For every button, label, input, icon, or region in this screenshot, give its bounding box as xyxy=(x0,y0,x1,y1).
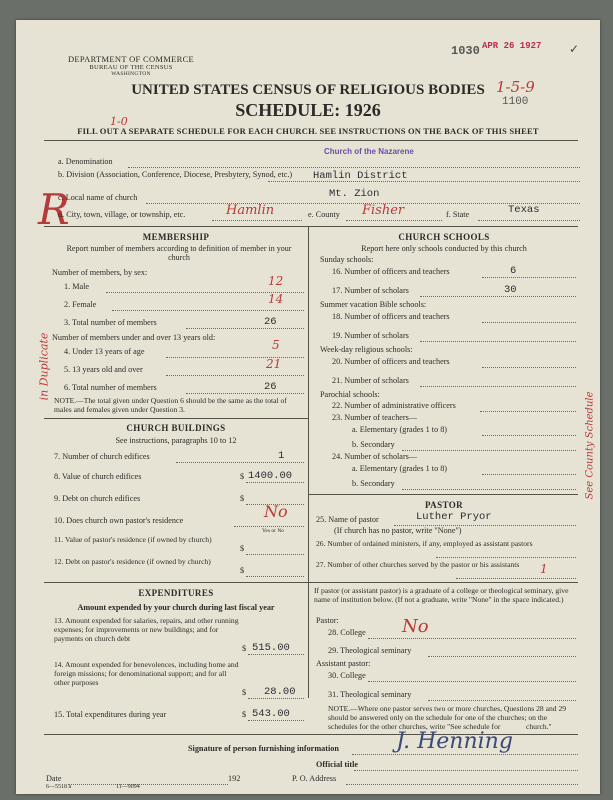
bureau-city: WASHINGTON xyxy=(111,71,151,77)
signature-value: J. Henning xyxy=(396,729,513,754)
q30-label: 30. College xyxy=(328,671,366,680)
pastor-name-value: Luther Pryor xyxy=(416,511,492,523)
q20-label: 20. Number of officers and teachers xyxy=(332,357,450,366)
stamp-number: 1030 xyxy=(451,44,480,58)
q11-dollar: $ xyxy=(240,544,245,553)
by-sex-label: Number of members, by sex: xyxy=(52,268,148,277)
q8-label: 8. Value of church edifices xyxy=(54,472,142,481)
division-label: b. Division (Association, Conference, Diocese, Presbytery, Synod, etc.) xyxy=(58,170,293,179)
q4-label: 4. Under 13 years of age xyxy=(64,347,145,356)
q7-label: 7. Number of church edifices xyxy=(54,452,150,461)
q3-total-value: 26 xyxy=(264,316,277,328)
q4-under13-value: 5 xyxy=(272,338,280,352)
q13-label: 13. Amount expended for salaries, repairs, and other running expenses; for improvements or new buildings; and for payments on church debt xyxy=(54,616,239,643)
q15-value: 543.00 xyxy=(252,708,290,720)
q17-value: 30 xyxy=(504,284,517,296)
schedule-title: SCHEDULE: 1926 xyxy=(235,100,381,120)
q7-edifices-value: 1 xyxy=(278,450,285,462)
q23b-label: b. Secondary xyxy=(352,440,395,449)
assistant-pastor-label: Assistant pastor: xyxy=(316,659,371,668)
weekday-label: Week-day religious schools: xyxy=(320,345,413,354)
sunday-label: Sunday schools: xyxy=(320,255,374,264)
denomination-value: Church of the Nazarene xyxy=(324,147,414,156)
side-note-duplicate: in Duplicate xyxy=(37,332,51,401)
state-value: Texas xyxy=(508,204,540,216)
state-label: f. State xyxy=(446,210,470,219)
q13-dollar: $ xyxy=(242,644,247,653)
schools-intro: Report here only schools conducted by this church xyxy=(361,244,527,253)
q8-dollar: $ xyxy=(240,472,245,481)
q5-over13-value: 21 xyxy=(266,357,282,371)
graduate-note: If pastor (or assistant pastor) is a graduate of a college or theological seminary, give name of institution below. (If not a graduate, write "None" in the space indicated.) xyxy=(314,586,569,604)
q26-label: 26. Number of ordained ministers, if any, employed as assistant pastors xyxy=(316,539,533,548)
q19-label: 19. Number of scholars xyxy=(332,331,409,340)
membership-note: NOTE.—The total given under Question 6 should be the same as the total of males and females given under Question 3. xyxy=(54,396,287,414)
pastor-note-end: church." xyxy=(526,722,552,731)
division-value: Hamlin District xyxy=(313,170,408,182)
q31-label: 31. Theological seminary xyxy=(328,690,412,699)
q9-label: 9. Debt on church edifices xyxy=(54,494,141,503)
handwritten-10: 1-0 xyxy=(110,115,128,128)
membership-intro: Report number of members according to definition of member in your church xyxy=(66,244,292,262)
right-side-note: See County Schedule xyxy=(584,391,596,500)
q13-value: 515.00 xyxy=(252,642,290,654)
q9-dollar: $ xyxy=(240,494,245,503)
denomination-label: a. Denomination xyxy=(58,157,113,166)
q10-value: No xyxy=(264,502,288,521)
q10-label: 10. Does church own pastor's residence xyxy=(54,516,184,525)
expenditures-sub: Amount expended by your church during last fiscal year xyxy=(77,603,275,612)
local-name-label: c. Local name of church xyxy=(58,193,138,202)
county-value: Fisher xyxy=(362,203,405,218)
q2-female-value: 14 xyxy=(268,292,284,306)
pastor-note: NOTE.—Where one pastor serves two or more churches, Questions 28 and 29 should be answered only on the schedule for one of the churches; on the schedules for the other churches, write "See schedule for xyxy=(328,704,567,731)
yes-no-hint: Yes or No xyxy=(262,528,285,534)
q12-label: 12. Debt on pastor's residence (if owned by church) xyxy=(54,557,211,566)
q28-value: No xyxy=(402,616,429,637)
q24a-label: a. Elementary (grades 1 to 8) xyxy=(352,464,448,473)
q16-value: 6 xyxy=(510,265,517,277)
form-title: UNITED STATES CENSUS OF RELIGIOUS BODIES xyxy=(131,82,485,98)
q24b-label: b. Secondary xyxy=(352,479,395,488)
q6-total-value: 26 xyxy=(264,381,277,393)
q12-dollar: $ xyxy=(240,566,245,575)
q18-label: 18. Number of officers and teachers xyxy=(332,312,450,321)
buildings-header: CHURCH BUILDINGS xyxy=(126,423,226,433)
q21-label: 21. Number of scholars xyxy=(332,376,409,385)
q5-label: 5. 13 years old and over xyxy=(64,365,143,374)
summer-label: Summer vacation Bible schools: xyxy=(320,300,427,309)
q1-male-value: 12 xyxy=(268,274,284,288)
by-age-label: Number of members under and over 13 years old: xyxy=(52,333,216,342)
q27-label: 27. Number of other churches served by the pastor or his assistants xyxy=(316,560,520,569)
q14-label: 14. Amount expended for benevolences, including home and foreign missions; for denominational support; and for all other purposes xyxy=(54,660,239,687)
city-value: Hamlin xyxy=(226,203,275,218)
official-title-label: Official title xyxy=(316,760,359,769)
received-date-stamp: APR 26 1927 xyxy=(482,41,542,51)
q15-dollar: $ xyxy=(242,710,247,719)
q16-label: 16. Number of officers and teachers xyxy=(332,267,450,276)
buildings-sub: See instructions, paragraphs 10 to 12 xyxy=(115,436,237,445)
q23-label: 23. Number of teachers— xyxy=(332,413,418,422)
instruction-line: FILL OUT A SEPARATE SCHEDULE FOR EACH CHURCH. SEE INSTRUCTIONS ON THE BACK OF THIS SHEET xyxy=(77,126,539,136)
q27-value: 1 xyxy=(540,562,548,576)
schools-header: CHURCH SCHOOLS xyxy=(398,232,490,242)
pastor-sub-label: Pastor: xyxy=(316,616,339,625)
q25-hint: (If church has no pastor, write "None") xyxy=(334,526,462,535)
q11-label: 11. Value of pastor's residence (if owned by church) xyxy=(54,535,212,544)
q24-label: 24. Number of scholars— xyxy=(332,452,418,461)
q29-label: 29. Theological seminary xyxy=(328,646,412,655)
census-schedule-sheet xyxy=(16,20,600,794)
number-stamp: 1100 xyxy=(502,96,529,108)
q14-dollar: $ xyxy=(242,688,247,697)
city-label: d. City, town, village, or township, etc. xyxy=(58,210,186,219)
q1-label: 1. Male xyxy=(64,282,90,291)
date-label: Date xyxy=(46,774,62,783)
q22-label: 22. Number of administrative officers xyxy=(332,401,456,410)
form-code: 11—9094 xyxy=(116,784,140,790)
expenditures-header: EXPENDITURES xyxy=(138,588,214,598)
membership-header: MEMBERSHIP xyxy=(142,232,210,242)
q6-label: 6. Total number of members xyxy=(64,383,157,392)
q25-label: 25. Name of pastor xyxy=(316,515,379,524)
q14-value: 28.00 xyxy=(264,686,296,698)
checkmark-icon: ✓ xyxy=(569,42,580,56)
parochial-label: Parochial schools: xyxy=(320,390,380,399)
q15-label: 15. Total expenditures during year xyxy=(54,710,167,719)
department-block xyxy=(36,54,226,77)
pastor-header: PASTOR xyxy=(424,500,464,510)
form-number: 6—5518 a xyxy=(46,784,72,790)
q3-label: 3. Total number of members xyxy=(64,318,157,327)
q17-label: 17. Number of scholars xyxy=(332,286,409,295)
year-label: 192 xyxy=(228,774,241,783)
signature-label: Signature of person furnishing information xyxy=(188,744,339,753)
bureau-name: BUREAU OF THE CENSUS xyxy=(89,64,173,71)
county-label: e. County xyxy=(308,210,340,219)
q8-value: 1400.00 xyxy=(248,470,293,482)
q28-label: 28. College xyxy=(328,628,366,637)
po-address-label: P. O. Address xyxy=(292,774,337,783)
q2-label: 2. Female xyxy=(64,300,97,309)
q23a-label: a. Elementary (grades 1 to 8) xyxy=(352,425,448,434)
local-name-value: Mt. Zion xyxy=(329,188,380,200)
handwritten-code: 1-5-9 xyxy=(496,78,535,96)
red-R-mark: R xyxy=(38,185,70,234)
department-name: DEPARTMENT OF COMMERCE xyxy=(67,54,195,64)
